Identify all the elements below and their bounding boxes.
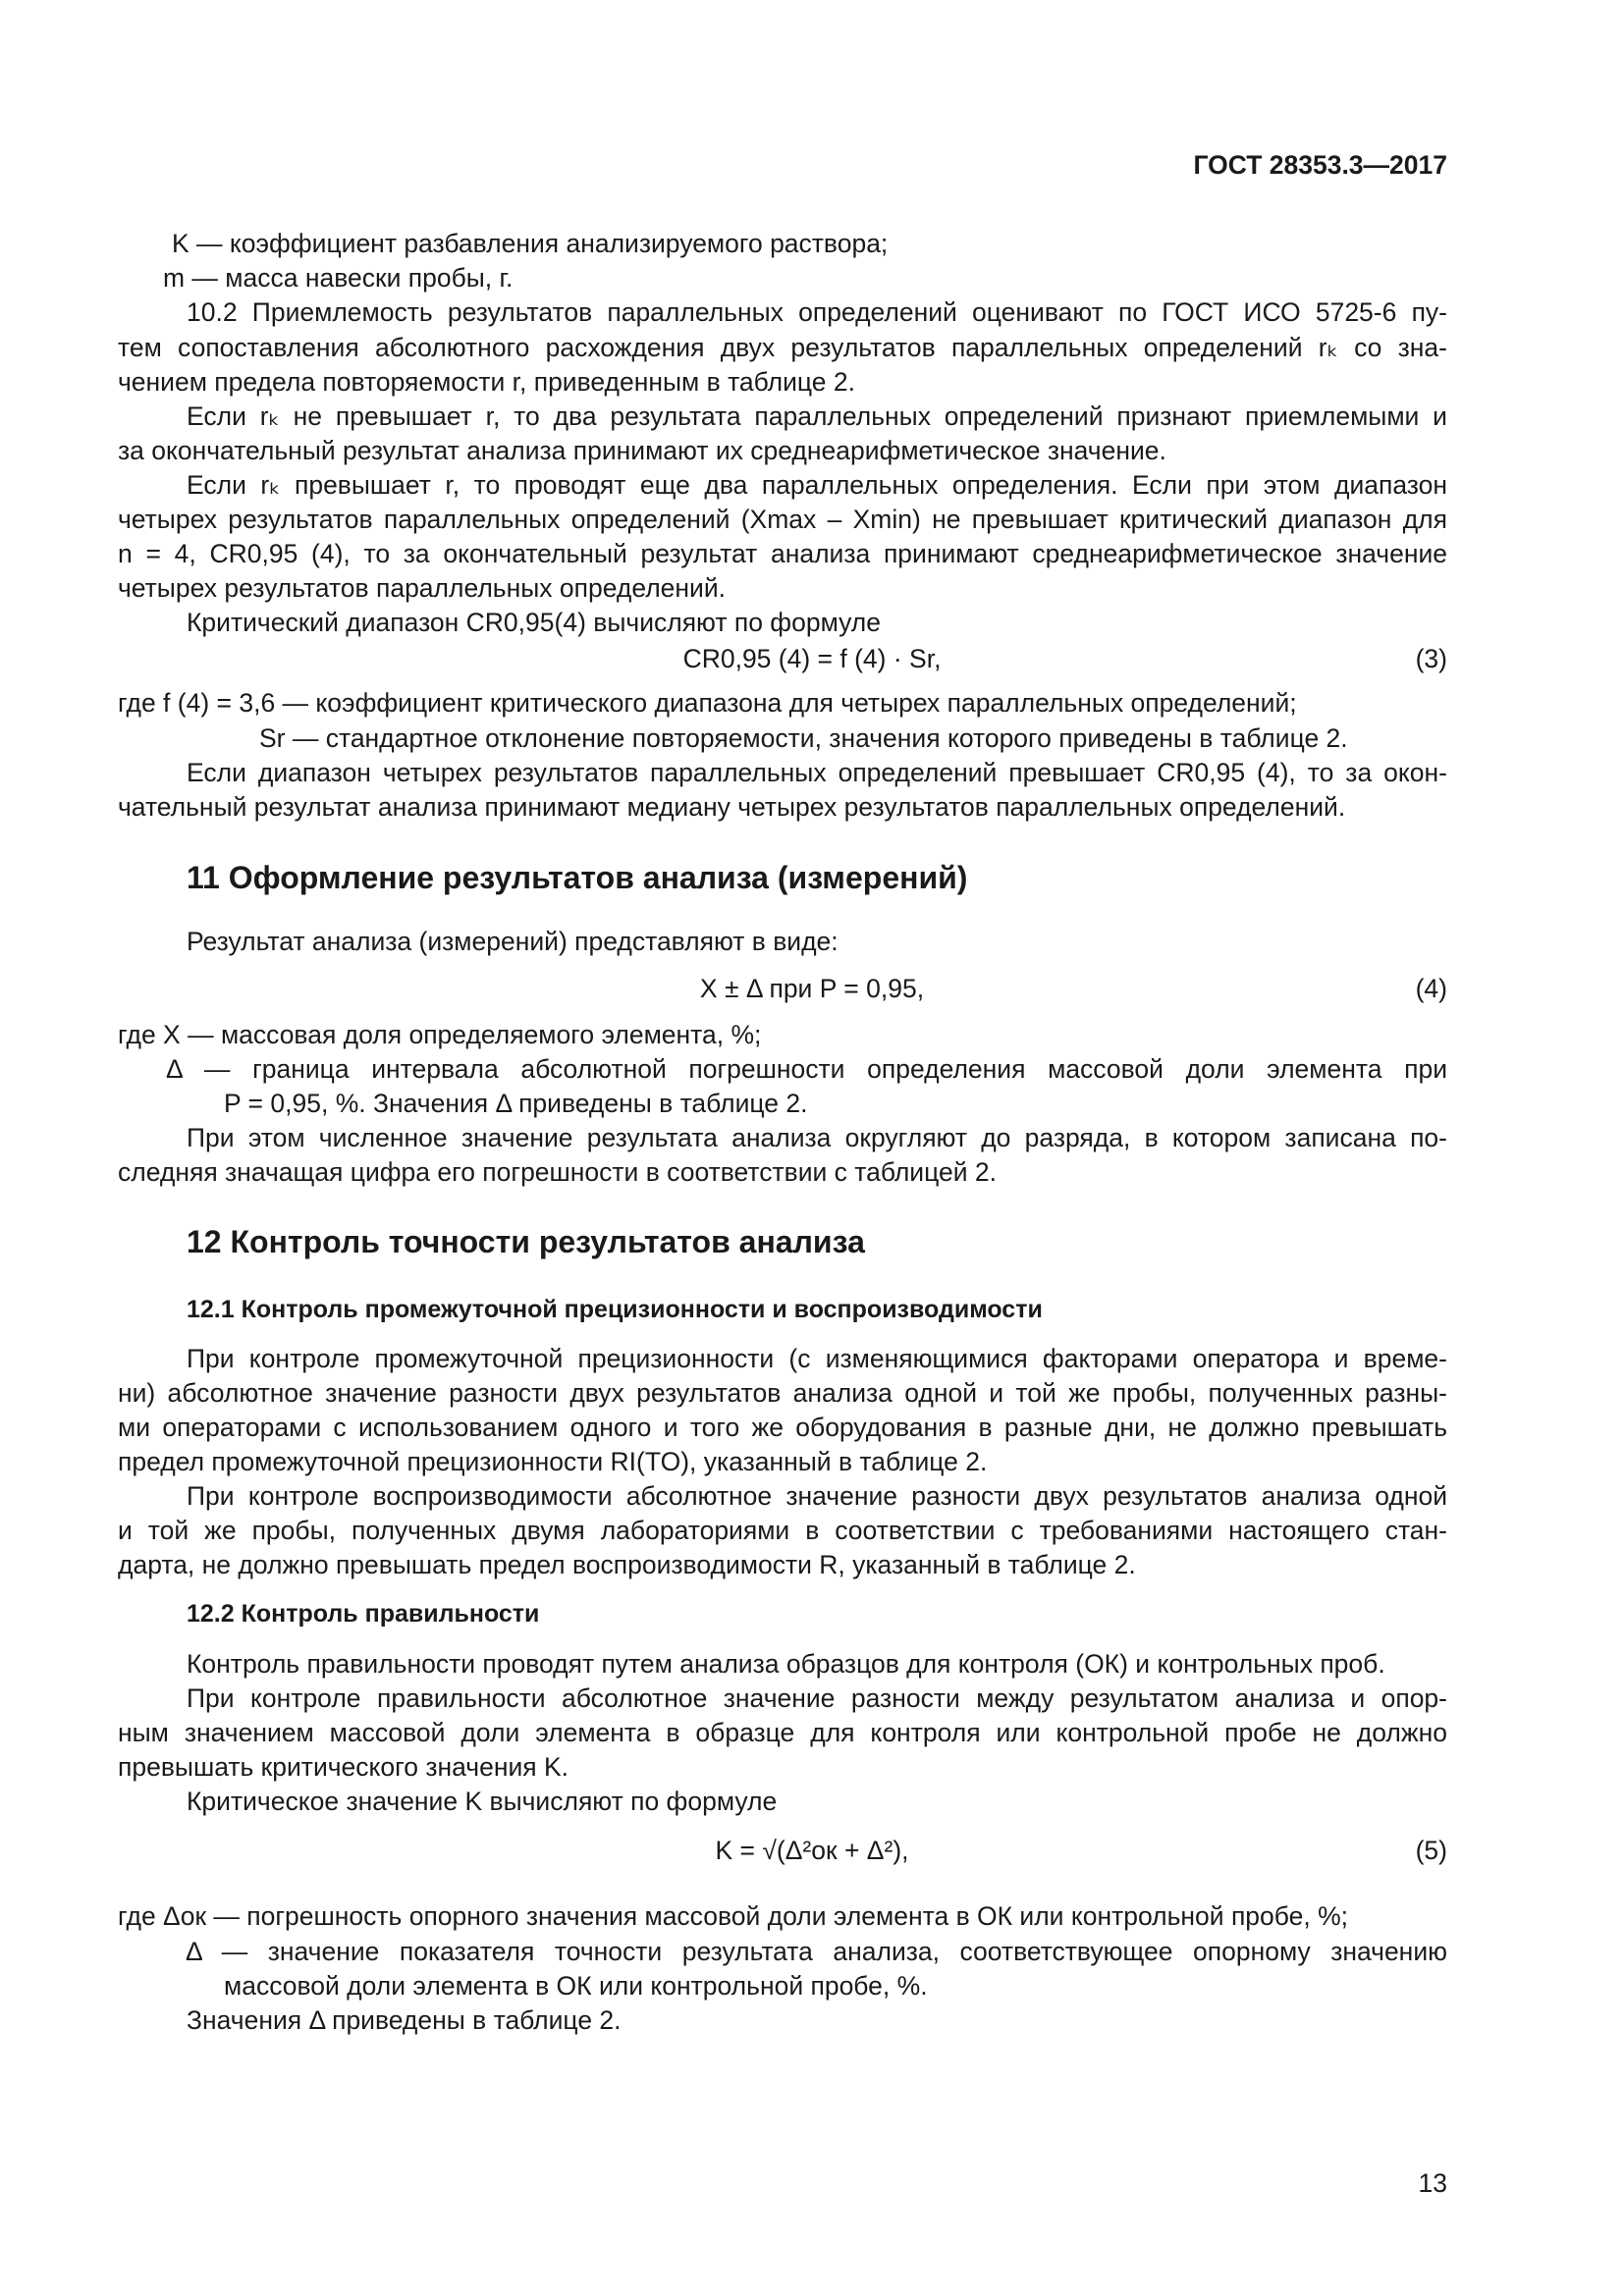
text-line: предел промежуточной прецизионности RI(TO), указанный в таблице 2. (118, 1447, 988, 1476)
text-line: Результат анализа (измерений) представляют в виде: (187, 927, 839, 956)
text-line: четырех результатов параллельных определений (Xmax – Xmin) не превышает критический диапазон для (118, 505, 1447, 534)
formula-4-number: (4) (1415, 974, 1447, 1003)
text-line: Если диапазон четырех результатов параллельных определений превышает CR0,95 (4), то за окон- (187, 758, 1447, 787)
text-line: n = 4, CR0,95 (4), то за окончательный результат анализа принимают среднеарифметическое значение (118, 539, 1447, 568)
text-line: где f (4) = 3,6 — коэффициент критического диапазона для четырех параллельных определений; (118, 688, 1297, 718)
section-12-heading: 12 Контроль точности результатов анализа (187, 1224, 865, 1259)
text-line: дарта, не должно превышать предел воспроизводимости R, указанный в таблице 2. (118, 1550, 1136, 1579)
text-line: чательный результат анализа принимают медиану четырех результатов параллельных определений. (118, 792, 1346, 822)
text-line: ным значением массовой доли элемента в образце для контроля или контрольной пробе не должно (118, 1718, 1447, 1747)
text-line: K — коэффициент разбавления анализируемого раствора; (172, 229, 889, 258)
text-line: При этом численное значение результата анализа округляют до разряда, в котором записана по- (187, 1123, 1447, 1152)
text-line: При контроле промежуточной прецизионности (с изменяющимися факторами оператора и време- (187, 1344, 1447, 1373)
text-line: чением предела повторяемости r, приведенным в таблице 2. (118, 367, 855, 397)
text-line: следняя значащая цифра его погрешности в соответствии с таблицей 2. (118, 1157, 997, 1187)
page-number: 13 (1418, 2168, 1447, 2198)
formula-5-number: (5) (1415, 1836, 1447, 1865)
formula-4: X ± Δ при P = 0,95, (699, 974, 925, 1003)
text-line: Sr — стандартное отклонение повторяемости, значения которого приведены в таблице 2. (259, 723, 1348, 753)
text-line: где Δок — погрешность опорного значения массовой доли элемента в ОК или контрольной пробе, %; (118, 1901, 1349, 1931)
text-line: При контроле правильности абсолютное значение разности между результатом анализа и опор- (187, 1683, 1447, 1713)
text-line: массовой доли элемента в ОК или контрольной пробе, %. (224, 1971, 928, 2001)
text-line: где X — массовая доля определяемого элемента, %; (118, 1020, 762, 1049)
text-line: Значения Δ приведены в таблице 2. (187, 2005, 622, 2035)
subsection-12-1-heading: 12.1 Контроль промежуточной прецизионности и воспроизводимости (187, 1296, 1043, 1323)
section-11-heading: 11 Оформление результатов анализа (измерений) (187, 860, 968, 895)
subsection-12-2-heading: 12.2 Контроль правильности (187, 1600, 540, 1628)
text-line: и той же пробы, полученных двумя лабораториями в соответствии с требованиями настоящего стан- (118, 1516, 1447, 1545)
text-line: тем сопоставления абсолютного расхождения двух результатов параллельных определений rₖ со зна- (118, 333, 1447, 362)
formula-3: CR0,95 (4) = f (4) · Sr, (682, 644, 942, 673)
formula-3-number: (3) (1415, 644, 1447, 673)
text-line: Критический диапазон CR0,95(4) вычисляют по формуле (187, 608, 881, 637)
text-line: Если rₖ не превышает r, то два результата параллельных определений признают приемлемыми и (187, 401, 1447, 431)
text-line: m — масса навески пробы, г. (163, 263, 514, 293)
text-line: При контроле воспроизводимости абсолютное значение разности двух результатов анализа одной (187, 1481, 1447, 1511)
text-line: за окончательный результат анализа принимают их среднеарифметическое значение. (118, 436, 1166, 465)
doc-code-header: ГОСТ 28353.3—2017 (1193, 150, 1447, 180)
text-line: 10.2 Приемлемость результатов параллельных определений оценивают по ГОСТ ИСО 5725-6 пу- (187, 297, 1447, 327)
text-line: Δ — значение показателя точности результата анализа, соответствующее опорному значению (186, 1937, 1447, 1966)
text-line: четырех результатов параллельных определений. (118, 573, 726, 603)
text-line: Критическое значение K вычисляют по формуле (187, 1787, 778, 1816)
text-line: превышать критического значения K. (118, 1752, 569, 1782)
text-line: Δ — граница интервала абсолютной погрешности определения массовой доли элемента при (166, 1054, 1447, 1084)
text-line: ми операторами с использованием одного и того же оборудования в разные дни, не должно превышать (118, 1413, 1447, 1442)
text-line: Контроль правильности проводят путем анализа образцов для контроля (ОК) и контрольных проб. (187, 1649, 1385, 1679)
text-line: Если rₖ превышает r, то проводят еще два параллельных определения. Если при этом диапазон (187, 470, 1447, 500)
formula-5: K = √(Δ²ок + Δ²), (715, 1836, 909, 1865)
text-line: P = 0,95, %. Значения Δ приведены в таблице 2. (224, 1089, 808, 1118)
text-line: ни) абсолютное значение разности двух результатов анализа одной и той же пробы, полученных разны- (118, 1378, 1447, 1408)
